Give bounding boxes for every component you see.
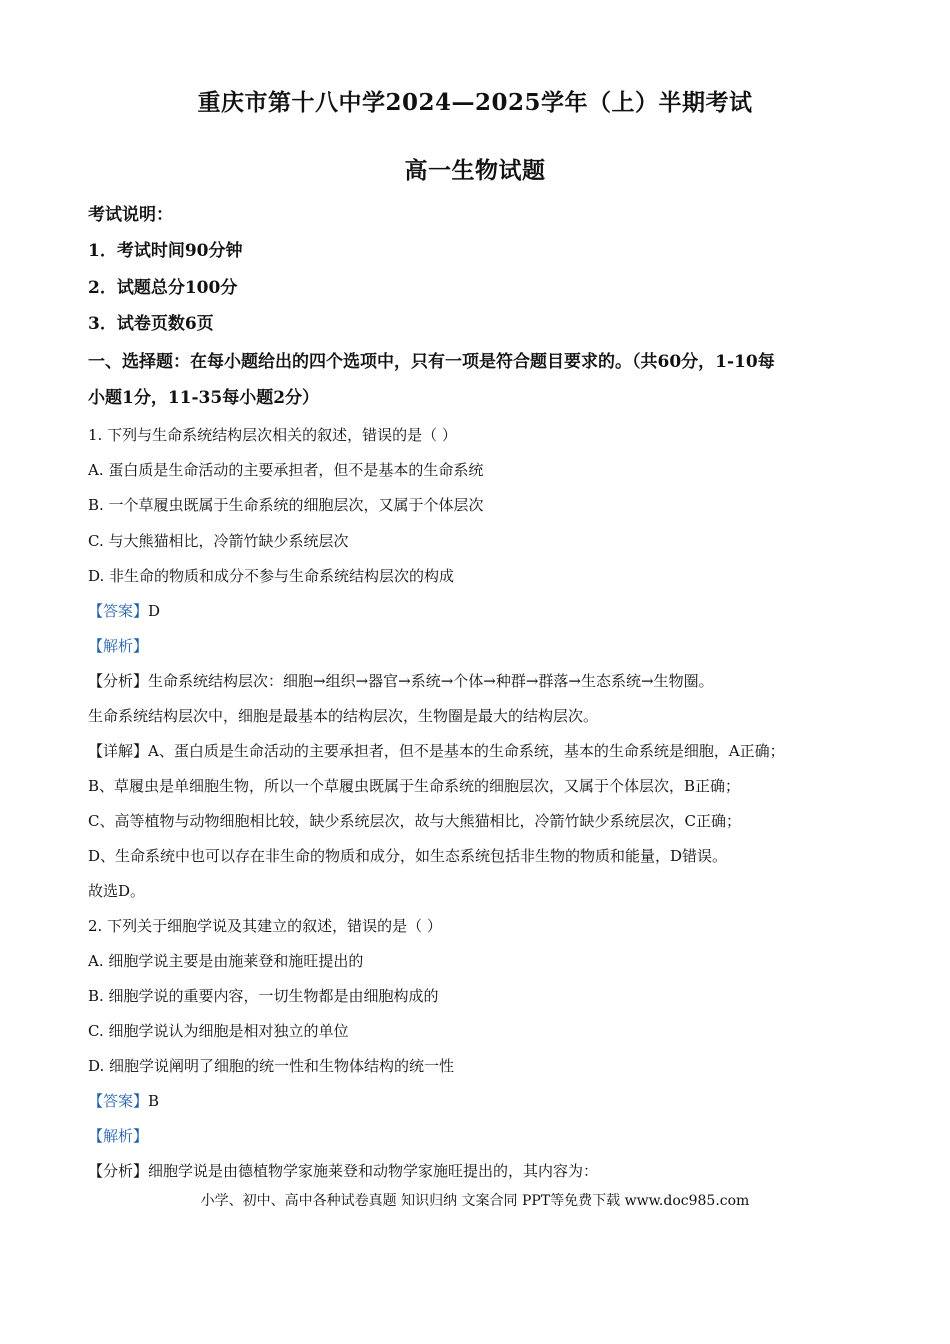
question-2-option-d: D. 细胞学说阐明了细胞的统一性和生物体结构的统一性 [88,1057,455,1075]
question-2-fenxi [88,1161,868,1181]
instruction-item: 3．试卷页数6页 [88,314,214,334]
answer-value: D [148,602,161,620]
section-heading-line1: 一、选择题：在每小题给出的四个选项中，只有一项是符合题目要求的。（共60分，1-10每 [88,352,775,372]
instruction-item: 2．试题总分100分 [88,278,238,298]
question-1-stem: 1. 下列与生命系统结构层次相关的叙述，错误的是（ ） [88,426,457,444]
answer-value: B [148,1092,160,1110]
analysis-tag: 【解析】 [88,1127,149,1145]
fenxi-text: 细胞学说是由德植物学家施莱登和动物学家施旺提出的，其内容为： [148,1162,599,1180]
detail-tag: 【详解】 [88,742,149,760]
question-2-answer [88,1091,868,1111]
question-2-stem: 2. 下列关于细胞学说及其建立的叙述，错误的是（ ） [88,917,442,935]
detail-line: C、高等植物与动物细胞相比较，缺少系统层次，故与大熊猫相比，冷箭竹缺少系统层次，C正确； [88,812,741,830]
question-1-conclusion: 故选D。 [88,882,146,900]
question-2-option-a: A. 细胞学说主要是由施莱登和施旺提出的 [88,952,364,970]
question-1-option-c: C. 与大熊猫相比，冷箭竹缺少系统层次 [88,532,349,550]
question-1-fenxi-2: 生命系统结构层次中，细胞是最基本的结构层次，生物圈是最大的结构层次。 [88,707,599,725]
analysis-tag: 【解析】 [88,637,149,655]
question-2-option-c: C. 细胞学说认为细胞是相对独立的单位 [88,1022,349,1040]
fenxi-tag: 【分析】 [88,672,149,690]
instructions-heading: 考试说明： [88,205,173,225]
section-heading-line2: 小题1分，11-35每小题2分） [88,388,320,408]
fenxi-tag: 【分析】 [88,1162,149,1180]
question-2-option-b: B. 细胞学说的重要内容，一切生物都是由细胞构成的 [88,987,439,1005]
exam-title: 重庆市第十八中学2024—2025学年（上）半期考试 [197,89,753,116]
question-1-detail [88,741,868,761]
page-footer: 小学、初中、高中各种试卷真题 知识归纳 文案合同 PPT等免费下载 www.doc985.com [200,1193,750,1209]
instruction-item: 1．考试时间90分钟 [88,241,243,261]
answer-tag: 【答案】 [88,602,149,620]
answer-tag: 【答案】 [88,1092,149,1110]
question-1-option-a: A. 蛋白质是生命活动的主要承担者，但不是基本的生命系统 [88,461,484,479]
question-1-option-d: D. 非生命的物质和成分不参与生命系统结构层次的构成 [88,567,455,585]
question-1-fenxi [88,671,868,691]
exam-subtitle: 高一生物试题 [404,157,546,184]
question-1-answer [88,601,868,621]
question-1-option-b: B. 一个草履虫既属于生命系统的细胞层次，又属于个体层次 [88,496,484,514]
fenxi-text: 生命系统结构层次：细胞→组织→器官→系统→个体→种群→群落→生态系统→生物圈。 [148,672,714,690]
detail-line: D、生命系统中也可以存在非生命的物质和成分，如生态系统包括非生物的物质和能量，D错误。 [88,847,728,865]
detail-line: B、草履虫是单细胞生物，所以一个草履虫既属于生命系统的细胞层次，又属于个体层次，B正确； [88,777,741,795]
detail-line: A、蛋白质是生命活动的主要承担者，但不是基本的生命系统，基本的生命系统是细胞，A正确； [148,742,785,760]
